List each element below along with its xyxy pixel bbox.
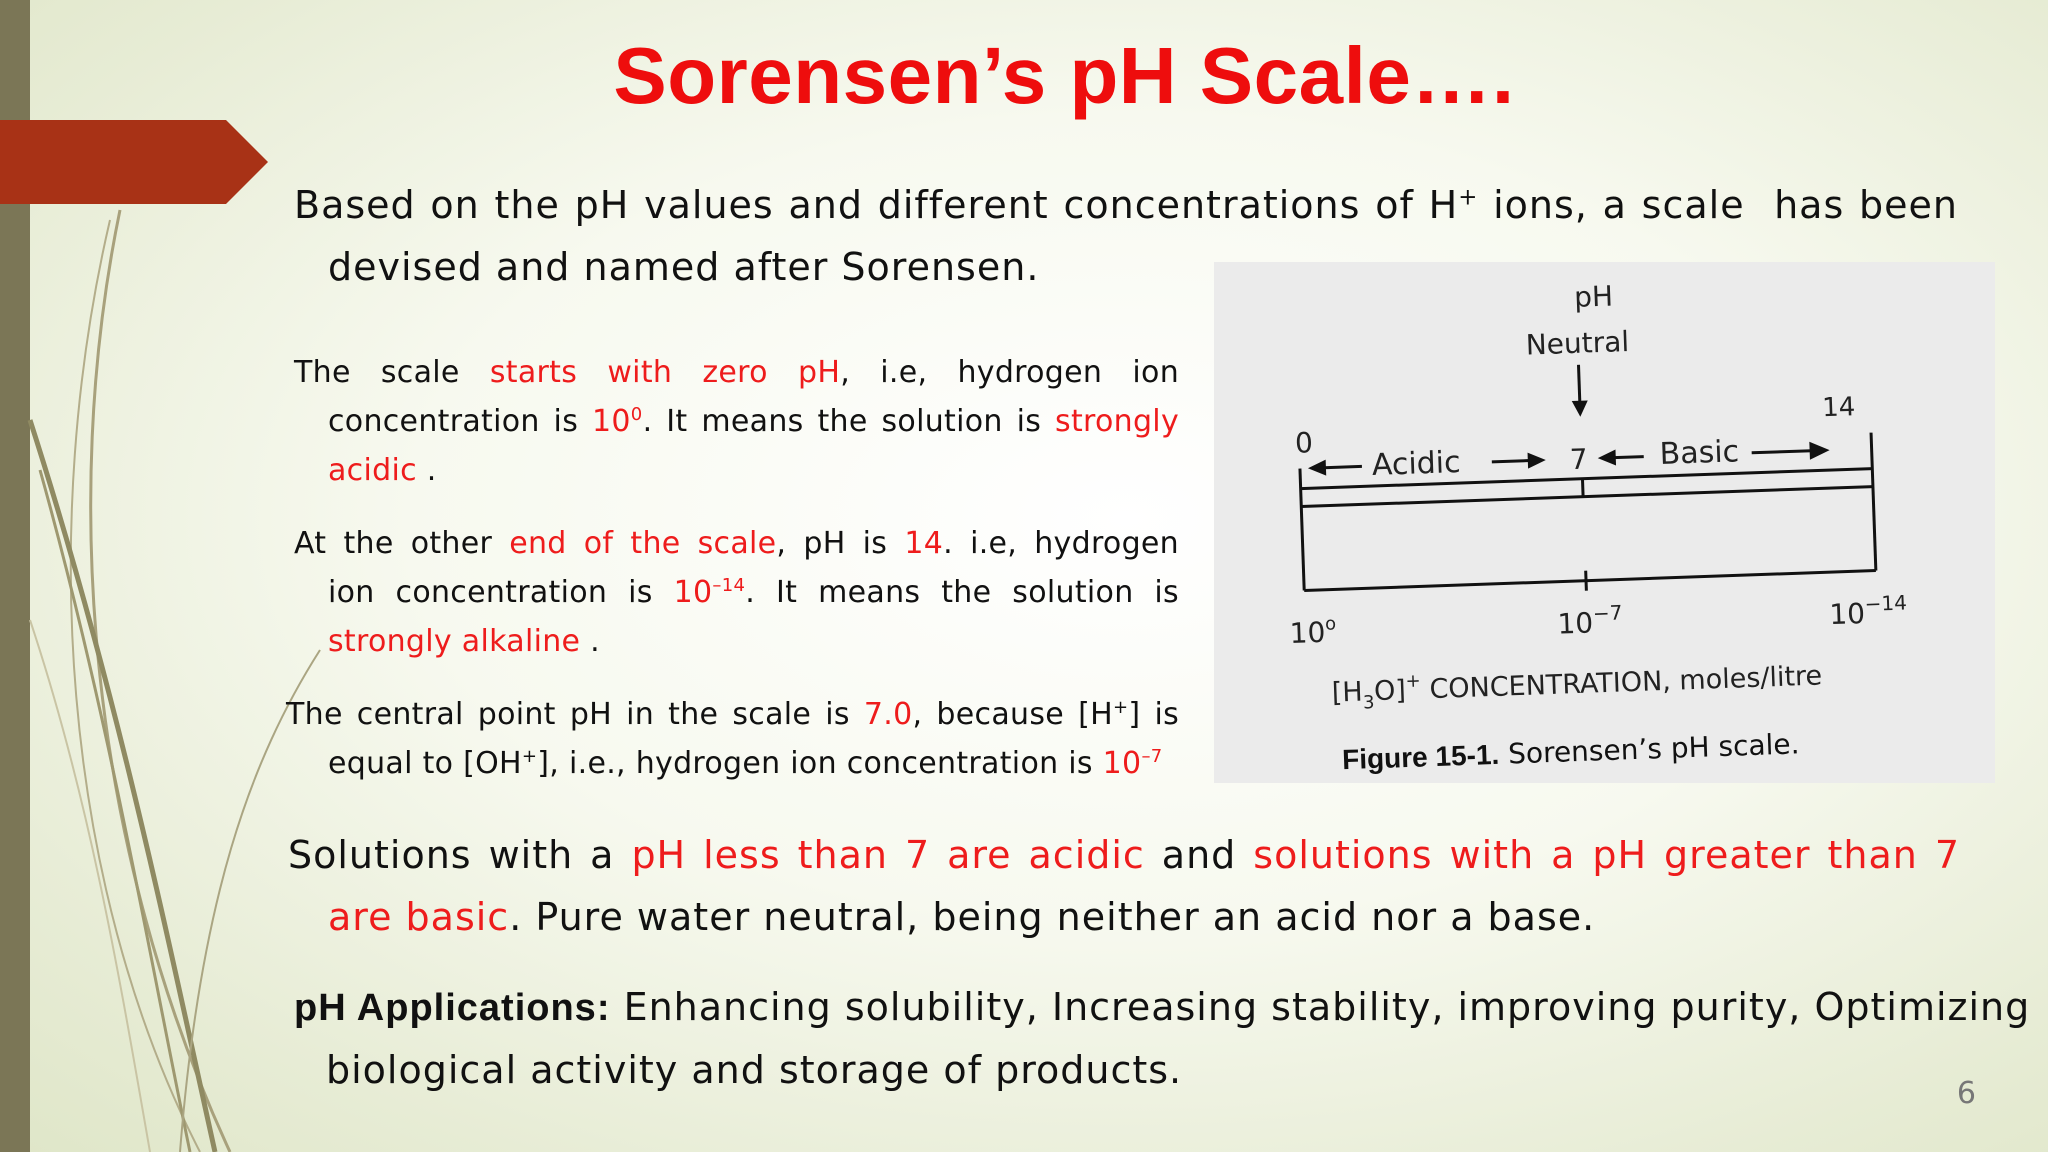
conc-mid-label: $10^{-7}$ xyxy=(1556,600,1623,641)
ph-fourteen-label: 14 xyxy=(1821,392,1856,424)
text: ], i.e., hydrogen ion concentration is xyxy=(537,746,1103,781)
bullet-4-line-2 xyxy=(268,739,1179,788)
bullet-2-line-1 xyxy=(268,348,1179,397)
bullet-2-line-3 xyxy=(268,446,1179,495)
text: . Pure water neutral, being neither an acid nor a base. xyxy=(509,895,1596,939)
bullet-1-line-2: devised and named after Sorensen. xyxy=(328,245,1040,289)
text: Solutions with a xyxy=(288,833,632,877)
bullet-3-line-2 xyxy=(268,568,1179,617)
power-base: 10 xyxy=(592,404,631,439)
scale-right-edge xyxy=(1871,433,1876,571)
red-text: 14 xyxy=(904,526,944,561)
superscript: –14 xyxy=(712,575,746,597)
text: concentration is xyxy=(328,404,593,439)
text: . i.e, hydrogen xyxy=(943,526,1179,561)
slide-number: 6 xyxy=(1956,1076,1976,1111)
basic-left-arrow xyxy=(1614,457,1644,458)
acidic-label: Acidic xyxy=(1371,444,1462,484)
neutral-tick xyxy=(1582,479,1583,497)
slide-title: Sorensen’s pH Scale…. xyxy=(613,31,1515,120)
red-text: strongly alkaline xyxy=(328,624,581,659)
superscript: + xyxy=(1458,184,1479,211)
power-base: 10 xyxy=(673,575,713,610)
text: The central point pH in the scale is xyxy=(286,697,864,732)
mid-conc-tick xyxy=(1586,571,1587,591)
text: ions, a scale has been xyxy=(1478,183,1959,227)
superscript: + xyxy=(521,746,538,768)
red-text: acidic xyxy=(328,453,417,488)
bullet-6-line-2: biological activity and storage of products. xyxy=(326,1048,1183,1092)
text: . It means the solution is xyxy=(642,404,1056,439)
acidic-right-arrow xyxy=(1492,461,1530,462)
text: , because [H xyxy=(912,697,1113,732)
acidic-left-arrowhead xyxy=(1308,460,1327,477)
bullet-4 xyxy=(268,690,1179,788)
text: and xyxy=(1144,833,1254,877)
title-arrow-tab xyxy=(0,120,268,204)
text: . It means the solution is xyxy=(745,575,1179,610)
ph-seven-label: 7 xyxy=(1569,442,1589,477)
bullet-2 xyxy=(268,348,1179,495)
bullet-1-line-1 xyxy=(268,174,1958,236)
red-text: pH less than 7 are acidic xyxy=(631,833,1145,877)
text: equal to [OH xyxy=(328,746,522,781)
ph-zero-label: 0 xyxy=(1294,426,1314,460)
bullet-5-line-1 xyxy=(268,824,1960,886)
red-text xyxy=(674,575,746,610)
red-text xyxy=(592,404,643,439)
conc-left-label: 10$^o$ xyxy=(1289,613,1337,651)
scale-line-bottom xyxy=(1304,571,1876,591)
ph-label: pH xyxy=(1573,279,1614,314)
bullet-2-line-2 xyxy=(268,397,1179,446)
scale-left-edge xyxy=(1300,469,1304,591)
text: . xyxy=(580,624,600,659)
neutral-arrow xyxy=(1578,365,1579,403)
bullet-5-line-2 xyxy=(268,886,1960,948)
conc-right-label: $10^{-14}$ xyxy=(1828,590,1908,632)
power-base: 10 xyxy=(1102,746,1142,781)
red-text: 7.0 xyxy=(863,697,913,732)
bullet-4-line-1 xyxy=(268,690,1179,739)
ph-scale-diagram xyxy=(1214,262,1995,783)
text: Enhancing solubility, Increasing stability, improving purity, Optimizing xyxy=(610,985,2031,1029)
red-text: solutions with a pH greater than 7 xyxy=(1253,833,1961,877)
figure-caption: Figure 15-1. Sorensen’s pH scale. xyxy=(1341,727,1801,776)
ph-scale-figure xyxy=(1214,262,1995,783)
red-text: starts with zero pH xyxy=(489,355,841,390)
text: ] is xyxy=(1128,697,1180,732)
bullet-6-line-1 xyxy=(268,976,2031,1039)
basic-right-arrowhead xyxy=(1809,441,1830,460)
bullet-3 xyxy=(268,519,1179,666)
neutral-label: Neutral xyxy=(1525,325,1630,362)
acidic-right-arrowhead xyxy=(1528,452,1547,469)
scale-line-middle xyxy=(1301,487,1873,507)
neutral-arrowhead xyxy=(1572,400,1589,417)
basic-right-arrow xyxy=(1752,451,1812,453)
bullet-3-line-1 xyxy=(268,519,1179,568)
concentration-axis-label: $[H_3O]^+$ CONCENTRATION, moles/litre xyxy=(1331,660,1823,714)
acidic-left-arrow xyxy=(1324,466,1362,467)
superscript: 0 xyxy=(630,404,643,426)
basic-left-arrowhead xyxy=(1597,450,1616,467)
text: . xyxy=(416,453,437,488)
red-text: end of the scale xyxy=(509,526,777,561)
red-text xyxy=(1103,746,1163,781)
slide-title-wrap xyxy=(0,30,2048,122)
basic-label: Basic xyxy=(1659,434,1740,473)
bullet-5 xyxy=(268,824,1960,948)
superscript: –7 xyxy=(1141,746,1163,768)
text: The scale xyxy=(294,355,490,390)
red-text: strongly xyxy=(1055,404,1179,439)
text: , i.e, hydrogen ion xyxy=(840,355,1180,390)
text: Based on the pH values and different concentrations of H xyxy=(294,183,1459,227)
red-text: are basic xyxy=(328,895,510,939)
bold-text: pH Applications: xyxy=(294,987,611,1029)
text: , pH is xyxy=(776,526,905,561)
text: At the other xyxy=(294,526,510,561)
superscript: + xyxy=(1112,697,1129,719)
text: ion concentration is xyxy=(328,575,674,610)
bullet-3-line-3 xyxy=(268,617,1179,666)
bullet-6 xyxy=(268,976,2031,1101)
